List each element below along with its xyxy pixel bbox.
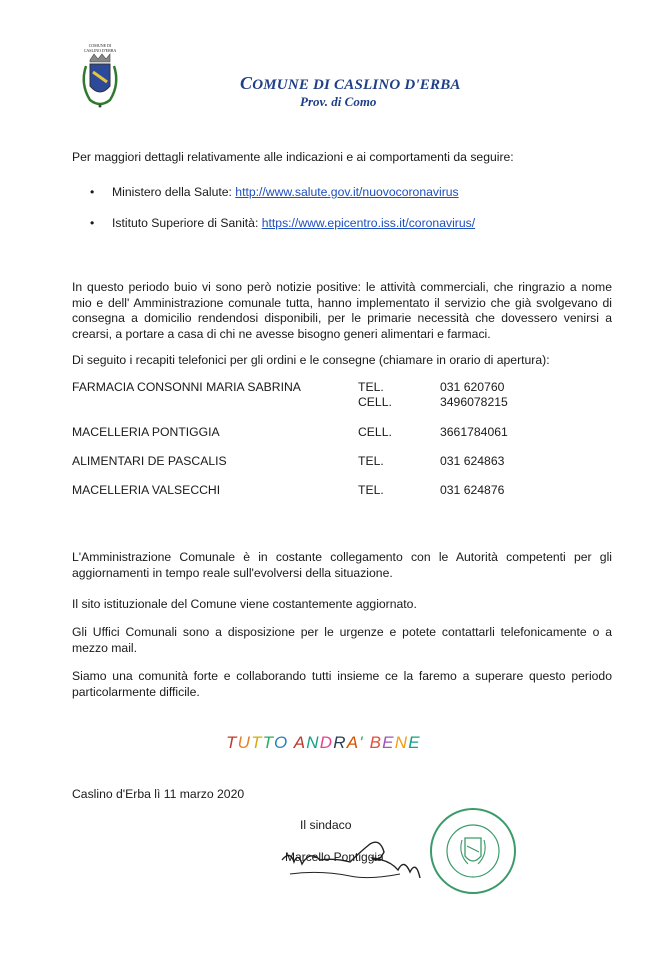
contact-name: ALIMENTARI DE PASCALIS [72,454,227,468]
municipality-title [240,73,520,94]
contact-number-secondary[interactable]: 3496078215 [440,395,508,409]
motto-letter: N [306,733,320,752]
place-date: Caslino d'Erba lì 11 marzo 2020 [72,787,245,801]
admin-paragraph: L'Amministrazione Comunale è in costante collegamento con le Autorità competenti per gli aggiornamenti in tempo reale sull'evolversi della situazione. [72,550,612,580]
contact-name: MACELLERIA VALSECCHI [72,483,221,497]
contact-row [72,483,612,513]
contact-name: FARMACIA CONSONNI MARIA SABRINA [72,380,301,394]
community-paragraph: Siamo una comunità forte e collaborando tutti insieme ce la faremo a superare questo periodo particolarmente difficile. [72,669,612,699]
contact-kind: CELL. [358,425,392,439]
province-subtitle: Prov. di Como [300,94,377,109]
bullet-dot-icon: • [90,185,95,199]
motto-letter: ' [359,733,364,752]
motto-letter: N [394,733,409,752]
bullet-dot-icon: • [90,216,95,230]
motto-letter: D [319,733,334,752]
crest-label: COMUNE DI CASLINO D'ERBA [83,43,117,53]
contact-number[interactable]: 031 620760 [440,380,505,394]
contact-number[interactable]: 3661784061 [440,425,508,439]
motto-letter: A [293,733,307,752]
municipal-crest-icon [76,44,124,110]
contact-kind: TEL. [358,454,384,468]
motto-letter: E [408,733,421,752]
contact-number[interactable]: 031 624863 [440,454,505,468]
motto-letter: T [226,733,238,752]
bullet-iss [90,216,610,230]
title-initial: C [240,73,253,93]
motto-letter: R [333,733,347,752]
contacts-intro: Di seguito i recapiti telefonici per gli ordini e le consegne (chiamare in orario di apertura): [72,353,550,367]
contact-row [72,425,612,455]
municipal-seal-icon [428,806,518,896]
contact-kind: TEL. [358,483,384,497]
contact-kind: TEL. [358,380,384,394]
contact-kind-secondary: CELL. [358,395,392,409]
bullet-label: Istituto Superiore di Sanità: [112,216,259,230]
contact-number[interactable]: 031 624876 [440,483,505,497]
contact-row [72,454,612,484]
mayor-name: Marcello Pontiggia [285,850,384,864]
mayor-role: Il sindaco [300,818,352,832]
bullet-label: Ministero della Salute: [112,185,232,199]
positive-news-paragraph: In questo periodo buio vi sono però notizie positive: le attività commerciali, che ringrazio a nome mio e dell' Amministrazione comunale tutta, hanno implementato il servizio che già svolgevano di consegna a domicilio rendendosi disponibili, per le primarie necessità che dovessero venirsi a crearsi, a portare a casa di chi ne avesse bisogno generi alimentari e farmaci. [72,280,612,341]
bullet-ministero [90,185,610,199]
title-rest: OMUNE DI CASLINO D'ERBA [252,77,461,93]
motto-letter: T [262,733,274,752]
offices-paragraph: Gli Uffici Comunali sono a disposizione per le urgenze e potete contattarli telefonicamente o a mezzo mail. [72,625,612,655]
motto-letter: O [273,733,289,752]
link-epicentro-iss[interactable]: https://www.epicentro.iss.it/coronavirus/ [261,216,476,230]
intro-text: Per maggiori dettagli relativamente alle indicazioni e ai comportamenti da seguire: [72,150,514,164]
motto-letter: A [346,733,360,752]
motto-letter: U [237,733,252,752]
website-paragraph: Il sito istituzionale del Comune viene costantemente aggiornato. [72,597,417,611]
motto-letter: B [369,733,383,752]
contact-name: MACELLERIA PONTIGGIA [72,425,220,439]
motto-text [226,733,421,753]
motto-letter: T [251,733,263,752]
contact-row [72,380,612,410]
link-ministero-salute[interactable]: http://www.salute.gov.it/nuovocoronavirus [235,185,459,199]
motto-letter: E [382,733,395,752]
